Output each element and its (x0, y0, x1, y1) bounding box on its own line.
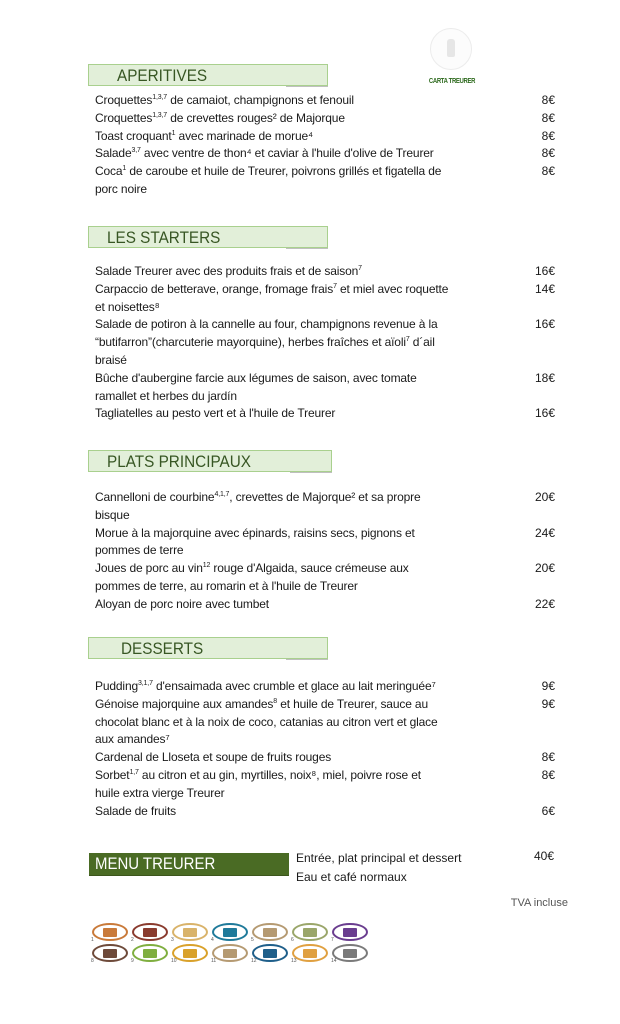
section-header-desserts (88, 637, 328, 659)
menu-item: Salade$^{3,7}$ avec ventre de thon⁴ et caviar à l'huile d'olive de Treurer 8€ (95, 145, 555, 163)
menu-price: 40€ (533, 849, 554, 863)
allergen-legend (92, 923, 392, 965)
logo (425, 28, 477, 86)
allergen-row (92, 923, 392, 941)
menu-treurer-header (89, 853, 289, 876)
egg-icon: 3 (172, 923, 208, 941)
price: 8€ (541, 110, 555, 125)
menu-title: MENU TREURER (95, 854, 216, 873)
price: 6€ (541, 803, 555, 818)
menu-item: Tagliatelles au pesto vert et à l'huile de Treurer 16€ (95, 405, 555, 423)
section-title: PLATS PRINCIPAUX (107, 452, 251, 471)
allergen-row (92, 944, 392, 962)
section-header-starters (88, 226, 328, 248)
menu-item: Sorbet$^{1,7}$ au citron et au gin, myrtilles, noix⁸, miel, poivre rose et huile extra vierge Treurer 8€ (95, 767, 555, 800)
price: 16€ (534, 264, 555, 278)
menu-item: Cardenal de Lloseta et soupe de fruits rouges 8€ (95, 749, 555, 767)
menu-item: Morue à la majorquine avec épinards, raisins secs, pignons et pommes de terre 24€ (95, 525, 555, 558)
section-header-plats (88, 450, 332, 472)
section-title: DESSERTS (121, 639, 204, 658)
soy-icon: 6 (292, 923, 328, 941)
price: 20€ (534, 490, 555, 504)
menu-item: Croquettes$^{1,3,7}$ de crevettes rouges² de Majorque 8€ (95, 110, 555, 128)
sesame-icon: 11 (212, 944, 248, 962)
price: 8€ (541, 767, 555, 782)
menu-item: Coca$^1$ de caroube et huile de Treurer, poivrons grillés et figatella de porc noire 8€ (95, 164, 555, 196)
section-items-plats (95, 489, 555, 614)
milk-icon: 7 (332, 923, 368, 941)
menu-item: Pudding$^{3,1,7}$ d'ensaimada avec crumble et glace au lait meringuée⁷ 9€ (95, 678, 555, 696)
celery-icon: 9 (132, 944, 168, 962)
menu-item: Salade de fruits 6€ (95, 803, 555, 821)
price: 9€ (541, 679, 555, 693)
nuts-icon: 8 (92, 944, 128, 962)
menu-item: Carpaccio de betterave, orange, fromage frais$^7$ et miel avec roquette et noisettes⁸ 14€ (95, 281, 555, 314)
gluten-icon: 1 (92, 923, 128, 941)
menu-item: Croquettes$^{1,3,7}$ de camaiot, champignons et fenouil 8€ (95, 92, 555, 110)
logo-seal-icon (430, 28, 472, 70)
menu-line-1: Entrée, plat principal et dessert (296, 851, 462, 865)
menu-item: Bûche d'aubergine farcie aux légumes de saison, avec tomate ramallet et herbes du jardín 18€ (95, 370, 555, 403)
menu-item: Salade de potiron à la cannelle au four, champignons revenue à la “butifarron”(charcuterie mayorquine), herbes fraîches et aïoli$^7$ d´ail braisé 16€ (95, 317, 555, 367)
price: 8€ (541, 164, 555, 179)
fish-icon: 4 (212, 923, 248, 941)
price: 24€ (534, 525, 555, 540)
sulphite-icon: 12 (252, 944, 288, 962)
section-items-aperitives (95, 92, 555, 199)
price: 16€ (534, 406, 555, 421)
crustacean-icon: 2 (132, 923, 168, 941)
menu-item: Cannelloni de courbine$^{4,1,7}$, crevettes de Majorque² et sa propre bisque 20€ (95, 490, 555, 522)
section-header-aperitives (88, 64, 328, 86)
mollusc-icon: 14 (332, 944, 368, 962)
price: 8€ (541, 146, 555, 161)
logo-text: CARTA TREURER (428, 78, 476, 85)
section-title: APERITIVES (117, 66, 208, 85)
price: 9€ (541, 696, 555, 711)
section-items-starters (95, 263, 555, 423)
menu-item: Joues de porc au vin$^{12}$ rouge d'Algaida, sauce crémeuse aux pommes de terre, au romarin et à l'huile de Treurer 20€ (95, 561, 555, 593)
price: 22€ (534, 596, 555, 611)
lupin-icon: 13 (292, 944, 328, 962)
section-items-desserts (95, 678, 555, 820)
price: 16€ (534, 317, 555, 332)
menu-item: Salade Treurer avec des produits frais et de saison$^7$ 16€ (95, 263, 555, 281)
menu-details (296, 849, 461, 887)
menu-item: Toast croquant$^1$ avec marinade de morue⁴ 8€ (95, 128, 555, 146)
price: 20€ (534, 561, 555, 576)
price: 8€ (541, 93, 555, 107)
menu-item: Aloyan de porc noire avec tumbet 22€ (95, 596, 555, 614)
mustard-icon: 10 (172, 944, 208, 962)
price: 8€ (541, 128, 555, 143)
tva-note: TVA incluse (510, 897, 568, 909)
price: 14€ (534, 281, 555, 296)
menu-item: Génoise majorquine aux amandes$^8$ et huile de Treurer, sauce au chocolat blanc et à la noix de coco, catanias au citron vert et glace aux amandes⁷ 9€ (95, 696, 555, 747)
section-title: LES STARTERS (107, 228, 221, 247)
price: 8€ (541, 750, 555, 765)
peanut-icon: 5 (252, 923, 288, 941)
menu-line-2: Eau et café normaux (296, 870, 407, 884)
price: 18€ (534, 370, 555, 385)
